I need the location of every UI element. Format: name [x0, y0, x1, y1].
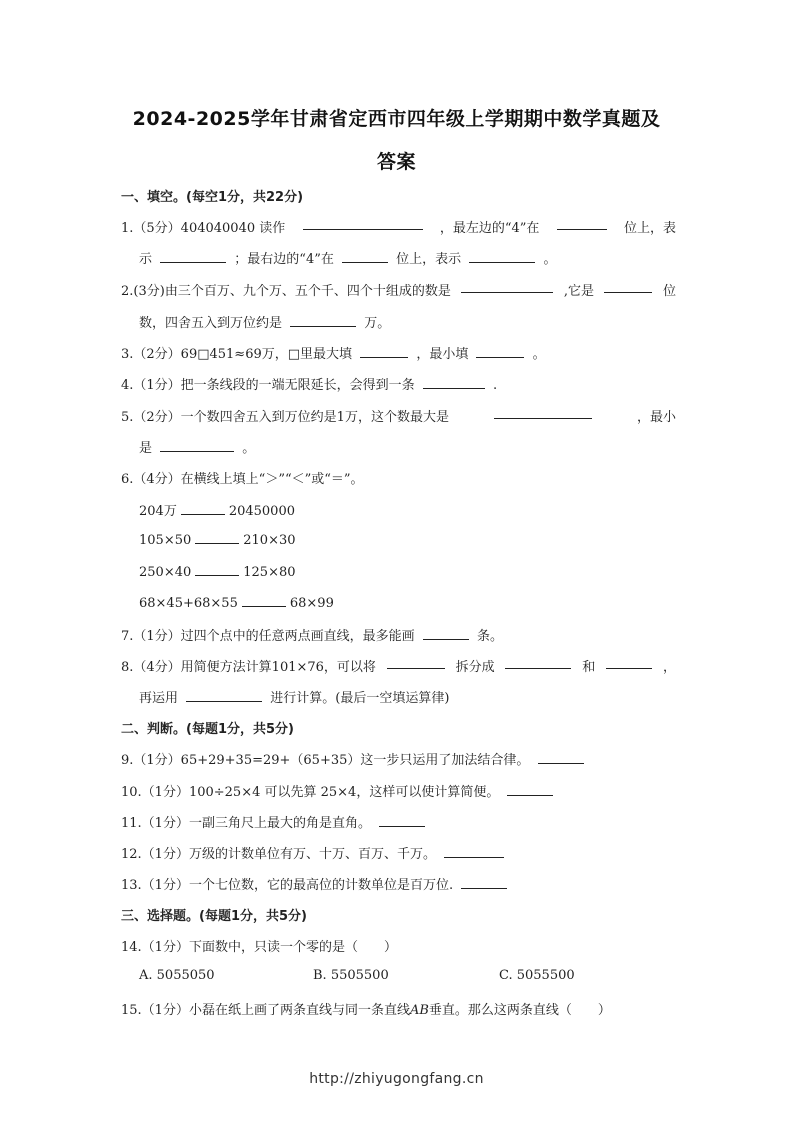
- answer-blank[interactable]: [444, 845, 504, 858]
- option-a[interactable]: A. 5055050: [139, 968, 215, 983]
- answer-blank[interactable]: [557, 217, 607, 230]
- answer-blank[interactable]: [505, 656, 571, 669]
- answer-blank[interactable]: [379, 814, 425, 827]
- question-11: 11.（1分）一副三角尺上最大的角是直角。: [121, 812, 676, 831]
- answer-blank[interactable]: [195, 563, 239, 576]
- answer-blank[interactable]: [494, 406, 592, 419]
- answer-blank[interactable]: [604, 280, 652, 293]
- question-6-row2: 105×50 210×30: [139, 533, 296, 548]
- question-1-line2: 示 ；最右边的“4”在 位上，表示 。: [139, 252, 557, 267]
- section-heading-true-false: 二、判断。(每题1分，共5分): [121, 722, 294, 737]
- page-title-line1: 2024-2025学年甘肃省定西市四年级上学期期中数学真题及: [132, 108, 661, 130]
- answer-blank[interactable]: [461, 280, 553, 293]
- answer-blank[interactable]: [507, 783, 553, 796]
- question-5-line1: 5.（2分）一个数四舍五入到万位约是1万，这个数最大是 ，最小: [121, 406, 676, 425]
- answer-blank[interactable]: [606, 656, 652, 669]
- answer-blank[interactable]: [186, 689, 262, 702]
- answer-blank[interactable]: [461, 876, 507, 889]
- question-9: 9.（1分）65+29+35=29+（65+35）这一步只运用了加法结合律。: [121, 749, 676, 768]
- option-c[interactable]: C. 5055500: [499, 968, 575, 983]
- answer-blank[interactable]: [538, 751, 584, 764]
- question-12: 12.（1分）万级的计数单位有万、十万、百万、千万。: [121, 843, 676, 862]
- answer-blank[interactable]: [476, 345, 524, 358]
- question-14: 14.（1分）下面数中，只读一个零的是（ ）: [121, 940, 397, 955]
- answer-blank[interactable]: [469, 250, 535, 263]
- question-5-line2: 是 。: [139, 441, 256, 456]
- question-6: 6.（4分）在横线上填上“＞”“＜”或“＝”。: [121, 472, 364, 487]
- answer-blank[interactable]: [423, 627, 469, 640]
- answer-blank[interactable]: [342, 250, 388, 263]
- answer-blank[interactable]: [360, 345, 408, 358]
- question-10: 10.（1分）100÷25×4 可以先算 25×4，这样可以使计算简便。: [121, 781, 676, 800]
- section-heading-fill-in: 一、填空。(每空1分，共22分): [121, 190, 304, 205]
- question-2-line2: 数，四舍五入到万位约是 万。: [139, 316, 391, 331]
- question-6-row4: 68×45+68×55 68×99: [139, 596, 334, 611]
- footer-url[interactable]: http://zhiyugongfang.cn: [309, 1071, 484, 1087]
- question-6-row1: 204万 20450000: [139, 504, 295, 519]
- answer-blank[interactable]: [423, 376, 485, 389]
- answer-blank[interactable]: [290, 314, 356, 327]
- question-8-line2: 再运用 进行计算。(最后一空填运算律): [139, 691, 450, 706]
- answer-blank[interactable]: [195, 531, 239, 544]
- question-7: 7.（1分）过四个点中的任意两点画直线，最多能画 条。: [121, 629, 503, 644]
- question-1-line1: 1.（5分）404040040 读作 ，最左边的“4”在 位上，表: [121, 217, 676, 236]
- question-2-line1: 2.(3分)由三个百万、九个万、五个千、四个十组成的数是 ,它是 位: [121, 280, 676, 299]
- answer-blank[interactable]: [387, 656, 445, 669]
- answer-blank[interactable]: [181, 502, 225, 515]
- answer-blank[interactable]: [242, 594, 286, 607]
- question-3: 3.（2分）69□451≈69万，□里最大填 ，最小填 。: [121, 347, 546, 362]
- question-4: 4.（1分）把一条线段的一端无限延长，会得到一条 .: [121, 378, 498, 393]
- question-15: 15.（1分）小磊在纸上画了两条直线与同一条直线AB垂直。那么这两条直线（ ）: [121, 1003, 611, 1018]
- question-8-line1: 8.（4分）用简便方法计算101×76，可以将 拆分成 和 ，: [121, 656, 676, 675]
- question-13: 13.（1分）一个七位数，它的最高位的计数单位是百万位.: [121, 874, 676, 893]
- page-title-line2: 答案: [376, 151, 416, 173]
- question-6-row3: 250×40 125×80: [139, 565, 296, 580]
- answer-blank[interactable]: [160, 250, 226, 263]
- answer-blank[interactable]: [303, 217, 423, 230]
- section-heading-multiple-choice: 三、选择题。(每题1分，共5分): [121, 909, 307, 924]
- option-b[interactable]: B. 5505500: [313, 968, 389, 983]
- answer-blank[interactable]: [160, 439, 234, 452]
